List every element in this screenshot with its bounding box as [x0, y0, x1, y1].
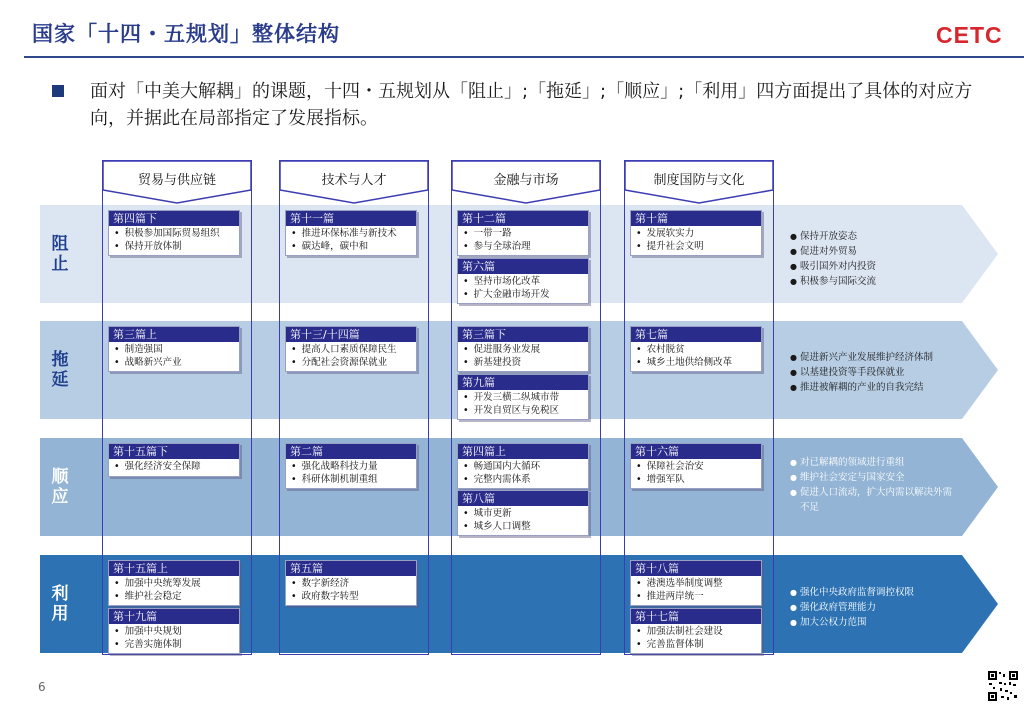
row-summary-3 — [790, 455, 960, 515]
chapter-item: • 分配社会资源保就业 — [286, 357, 416, 370]
chapter-box — [108, 326, 240, 372]
column-header-2 — [279, 160, 429, 204]
chapter-item: • 数字新经济 — [286, 577, 416, 591]
chapter-item: • 城市更新 — [458, 507, 588, 521]
chapter-box — [108, 608, 240, 654]
summary-item: ● 保持开放姿态 — [790, 229, 960, 244]
chapter-box — [285, 326, 417, 372]
chapter-body — [458, 390, 588, 419]
chapter-box — [457, 210, 589, 256]
chapter-box — [630, 326, 762, 372]
chapter-item: • 加强中央规划 — [109, 625, 239, 639]
chapter-body — [631, 459, 761, 488]
chapter-title: 第十九篇 — [109, 609, 239, 624]
summary-item: ● 加大公权力范围 — [790, 615, 960, 630]
chapter-box — [108, 210, 240, 256]
summary-item: ● 推进被解耦的产业的自我完结 — [790, 380, 960, 395]
chapter-title: 第十篇 — [631, 211, 761, 226]
page-number: 6 — [38, 680, 46, 694]
summary-item: ● 促进新兴产业发展维护经济体制 — [790, 350, 960, 365]
row-label-char: 阻 — [51, 234, 69, 254]
chapter-title: 第四篇下 — [109, 211, 239, 226]
chapter-box — [630, 443, 762, 489]
chapter-item: • 农村脱贫 — [631, 343, 761, 357]
chapter-title: 第二篇 — [286, 444, 416, 459]
chapter-title: 第三篇下 — [458, 327, 588, 342]
chapter-item: • 制造强国 — [109, 343, 239, 357]
chapter-title: 第十五篇上 — [109, 561, 239, 576]
chapter-item: • 扩大金融市场开发 — [458, 289, 588, 302]
page-title: 国家「十四・五规划」整体结构 — [32, 22, 340, 46]
row-label-char: 顺 — [51, 467, 69, 487]
column-header-label: 技术与人才 — [321, 173, 387, 188]
row-summary-2 — [790, 350, 960, 395]
chapter-title: 第六篇 — [458, 259, 588, 274]
chapter-title: 第十五篇下 — [109, 444, 239, 459]
chapter-title: 第十一篇 — [286, 211, 416, 226]
chapter-body — [458, 506, 588, 535]
chapter-item: • 一带一路 — [458, 227, 588, 241]
chapter-title: 第四篇上 — [458, 444, 588, 459]
row-label-char: 拖 — [51, 350, 69, 370]
chapter-item: • 畅通国内大循环 — [458, 460, 588, 474]
chapter-body — [631, 624, 761, 653]
chapter-box — [285, 443, 417, 489]
chapter-box — [457, 258, 589, 304]
chapter-body — [286, 226, 416, 255]
row-label-4 — [40, 555, 80, 653]
summary-item: ● 强化政府管理能力 — [790, 600, 960, 615]
chapter-item: • 加强法制社会建设 — [631, 625, 761, 639]
chapter-body — [458, 342, 588, 371]
chapter-item: • 推进环保标准与新技术 — [286, 227, 416, 241]
chapter-box — [630, 608, 762, 654]
chapter-title: 第十三/十四篇 — [286, 327, 416, 342]
row-summary-1 — [790, 229, 960, 289]
chapter-item: • 开发自贸区与免税区 — [458, 405, 588, 418]
row-label-char: 用 — [51, 604, 69, 624]
chapter-body — [109, 624, 239, 653]
chapter-box — [457, 490, 589, 536]
chapter-body — [109, 576, 239, 605]
chapter-item: • 坚持市场化改革 — [458, 275, 588, 289]
chapter-title: 第七篇 — [631, 327, 761, 342]
chapter-box — [457, 326, 589, 372]
chapter-title: 第十二篇 — [458, 211, 588, 226]
chapter-item: • 保障社会治安 — [631, 460, 761, 474]
column-header-label: 金融与市场 — [493, 173, 559, 188]
summary-item: ● 促进对外贸易 — [790, 244, 960, 259]
chapter-body — [631, 342, 761, 371]
chapter-box — [630, 560, 762, 606]
column-header-1 — [102, 160, 252, 204]
chapter-item: • 参与全球治理 — [458, 241, 588, 254]
summary-item: ● 促进人口流动，扩大内需以解决外需不足 — [790, 485, 960, 515]
chapter-body — [631, 576, 761, 605]
chapter-item: • 强化战略科技力量 — [286, 460, 416, 474]
chapter-body — [109, 226, 239, 255]
chapter-item: • 维护社会稳定 — [109, 591, 239, 604]
chapter-item: • 新基建投资 — [458, 357, 588, 370]
summary-item: ● 强化中央政府监督调控权限 — [790, 585, 960, 600]
square-bullet-icon — [52, 85, 64, 97]
column-header-label: 制度国防与文化 — [653, 173, 745, 188]
chapter-item: • 战略新兴产业 — [109, 357, 239, 370]
chapter-box — [457, 374, 589, 420]
chapter-body — [458, 274, 588, 303]
row-label-2 — [40, 321, 80, 419]
chapter-item: • 强化经济安全保障 — [109, 460, 239, 474]
chapter-title: 第五篇 — [286, 561, 416, 576]
chapter-title: 第十七篇 — [631, 609, 761, 624]
chapter-title: 第八篇 — [458, 491, 588, 506]
row-label-3 — [40, 438, 80, 536]
row-label-char: 止 — [51, 254, 69, 274]
chapter-item: • 开发三横二纵城市带 — [458, 391, 588, 405]
chapter-box — [285, 210, 417, 256]
chapter-body — [286, 459, 416, 488]
column-header-label: 贸易与供应链 — [137, 173, 216, 188]
column-header-4 — [624, 160, 774, 204]
chapter-body — [109, 342, 239, 371]
summary-item: ● 吸引国外对内投资 — [790, 259, 960, 274]
row-label-1 — [40, 205, 80, 303]
title-divider — [24, 56, 1024, 58]
chapter-box — [108, 443, 240, 477]
chapter-body — [109, 459, 239, 476]
chapter-item: • 提升社会文明 — [631, 241, 761, 254]
chapter-item: • 增强军队 — [631, 474, 761, 487]
chapter-item: • 提高人口素质保障民生 — [286, 343, 416, 357]
chapter-body — [458, 459, 588, 488]
chapter-item: • 积极参加国际贸易组织 — [109, 227, 239, 241]
chapter-item: • 城乡土地供给侧改革 — [631, 357, 761, 370]
intro-text: 面对「中美大解耦」的课题，十四・五规划从「阻止」;「拖延」;「顺应」;「利用」四方面提出了具体的对应方向，并据此在局部指定了发展指标。 — [90, 81, 973, 129]
row-summary-4 — [790, 585, 960, 630]
cetc-logo: CETC — [936, 22, 1003, 48]
chapter-item: • 城乡人口调整 — [458, 521, 588, 534]
chapter-title: 第九篇 — [458, 375, 588, 390]
chapter-title: 第十八篇 — [631, 561, 761, 576]
chapter-item: • 政府数字转型 — [286, 591, 416, 604]
qr-code-icon — [987, 670, 1019, 702]
chapter-item: • 推进两岸统一 — [631, 591, 761, 604]
chapter-box — [457, 443, 589, 489]
chapter-title: 第三篇上 — [109, 327, 239, 342]
chapter-title: 第十六篇 — [631, 444, 761, 459]
chapter-box — [630, 210, 762, 256]
chapter-body — [458, 226, 588, 255]
chapter-item: • 完善监督体制 — [631, 639, 761, 652]
row-label-char: 应 — [51, 487, 69, 507]
chapter-item: • 完善实施体制 — [109, 639, 239, 652]
row-label-char: 延 — [51, 370, 69, 390]
summary-item: ● 积极参与国际交流 — [790, 274, 960, 289]
chapter-item: • 完整内需体系 — [458, 474, 588, 487]
chapter-box — [285, 560, 417, 606]
chapter-body — [631, 226, 761, 255]
chapter-item: • 科研体制机制重组 — [286, 474, 416, 487]
chapter-body — [286, 342, 416, 371]
chapter-box — [108, 560, 240, 606]
chapter-body — [286, 576, 416, 605]
row-label-char: 利 — [51, 584, 69, 604]
column-header-3 — [451, 160, 601, 204]
chapter-item: • 碳达峰，碳中和 — [286, 241, 416, 254]
chapter-item: • 促进服务业发展 — [458, 343, 588, 357]
summary-item: ● 维护社会安定与国家安全 — [790, 470, 960, 485]
intro-paragraph — [52, 78, 1002, 132]
chapter-item: • 保持开放体制 — [109, 241, 239, 254]
summary-item: ● 以基建投资等手段保就业 — [790, 365, 960, 380]
chapter-item: • 加强中央统筹发展 — [109, 577, 239, 591]
chapter-item: • 发展软实力 — [631, 227, 761, 241]
chapter-item: • 港澳选举制度调整 — [631, 577, 761, 591]
summary-item: ● 对已解耦的领域进行重组 — [790, 455, 960, 470]
